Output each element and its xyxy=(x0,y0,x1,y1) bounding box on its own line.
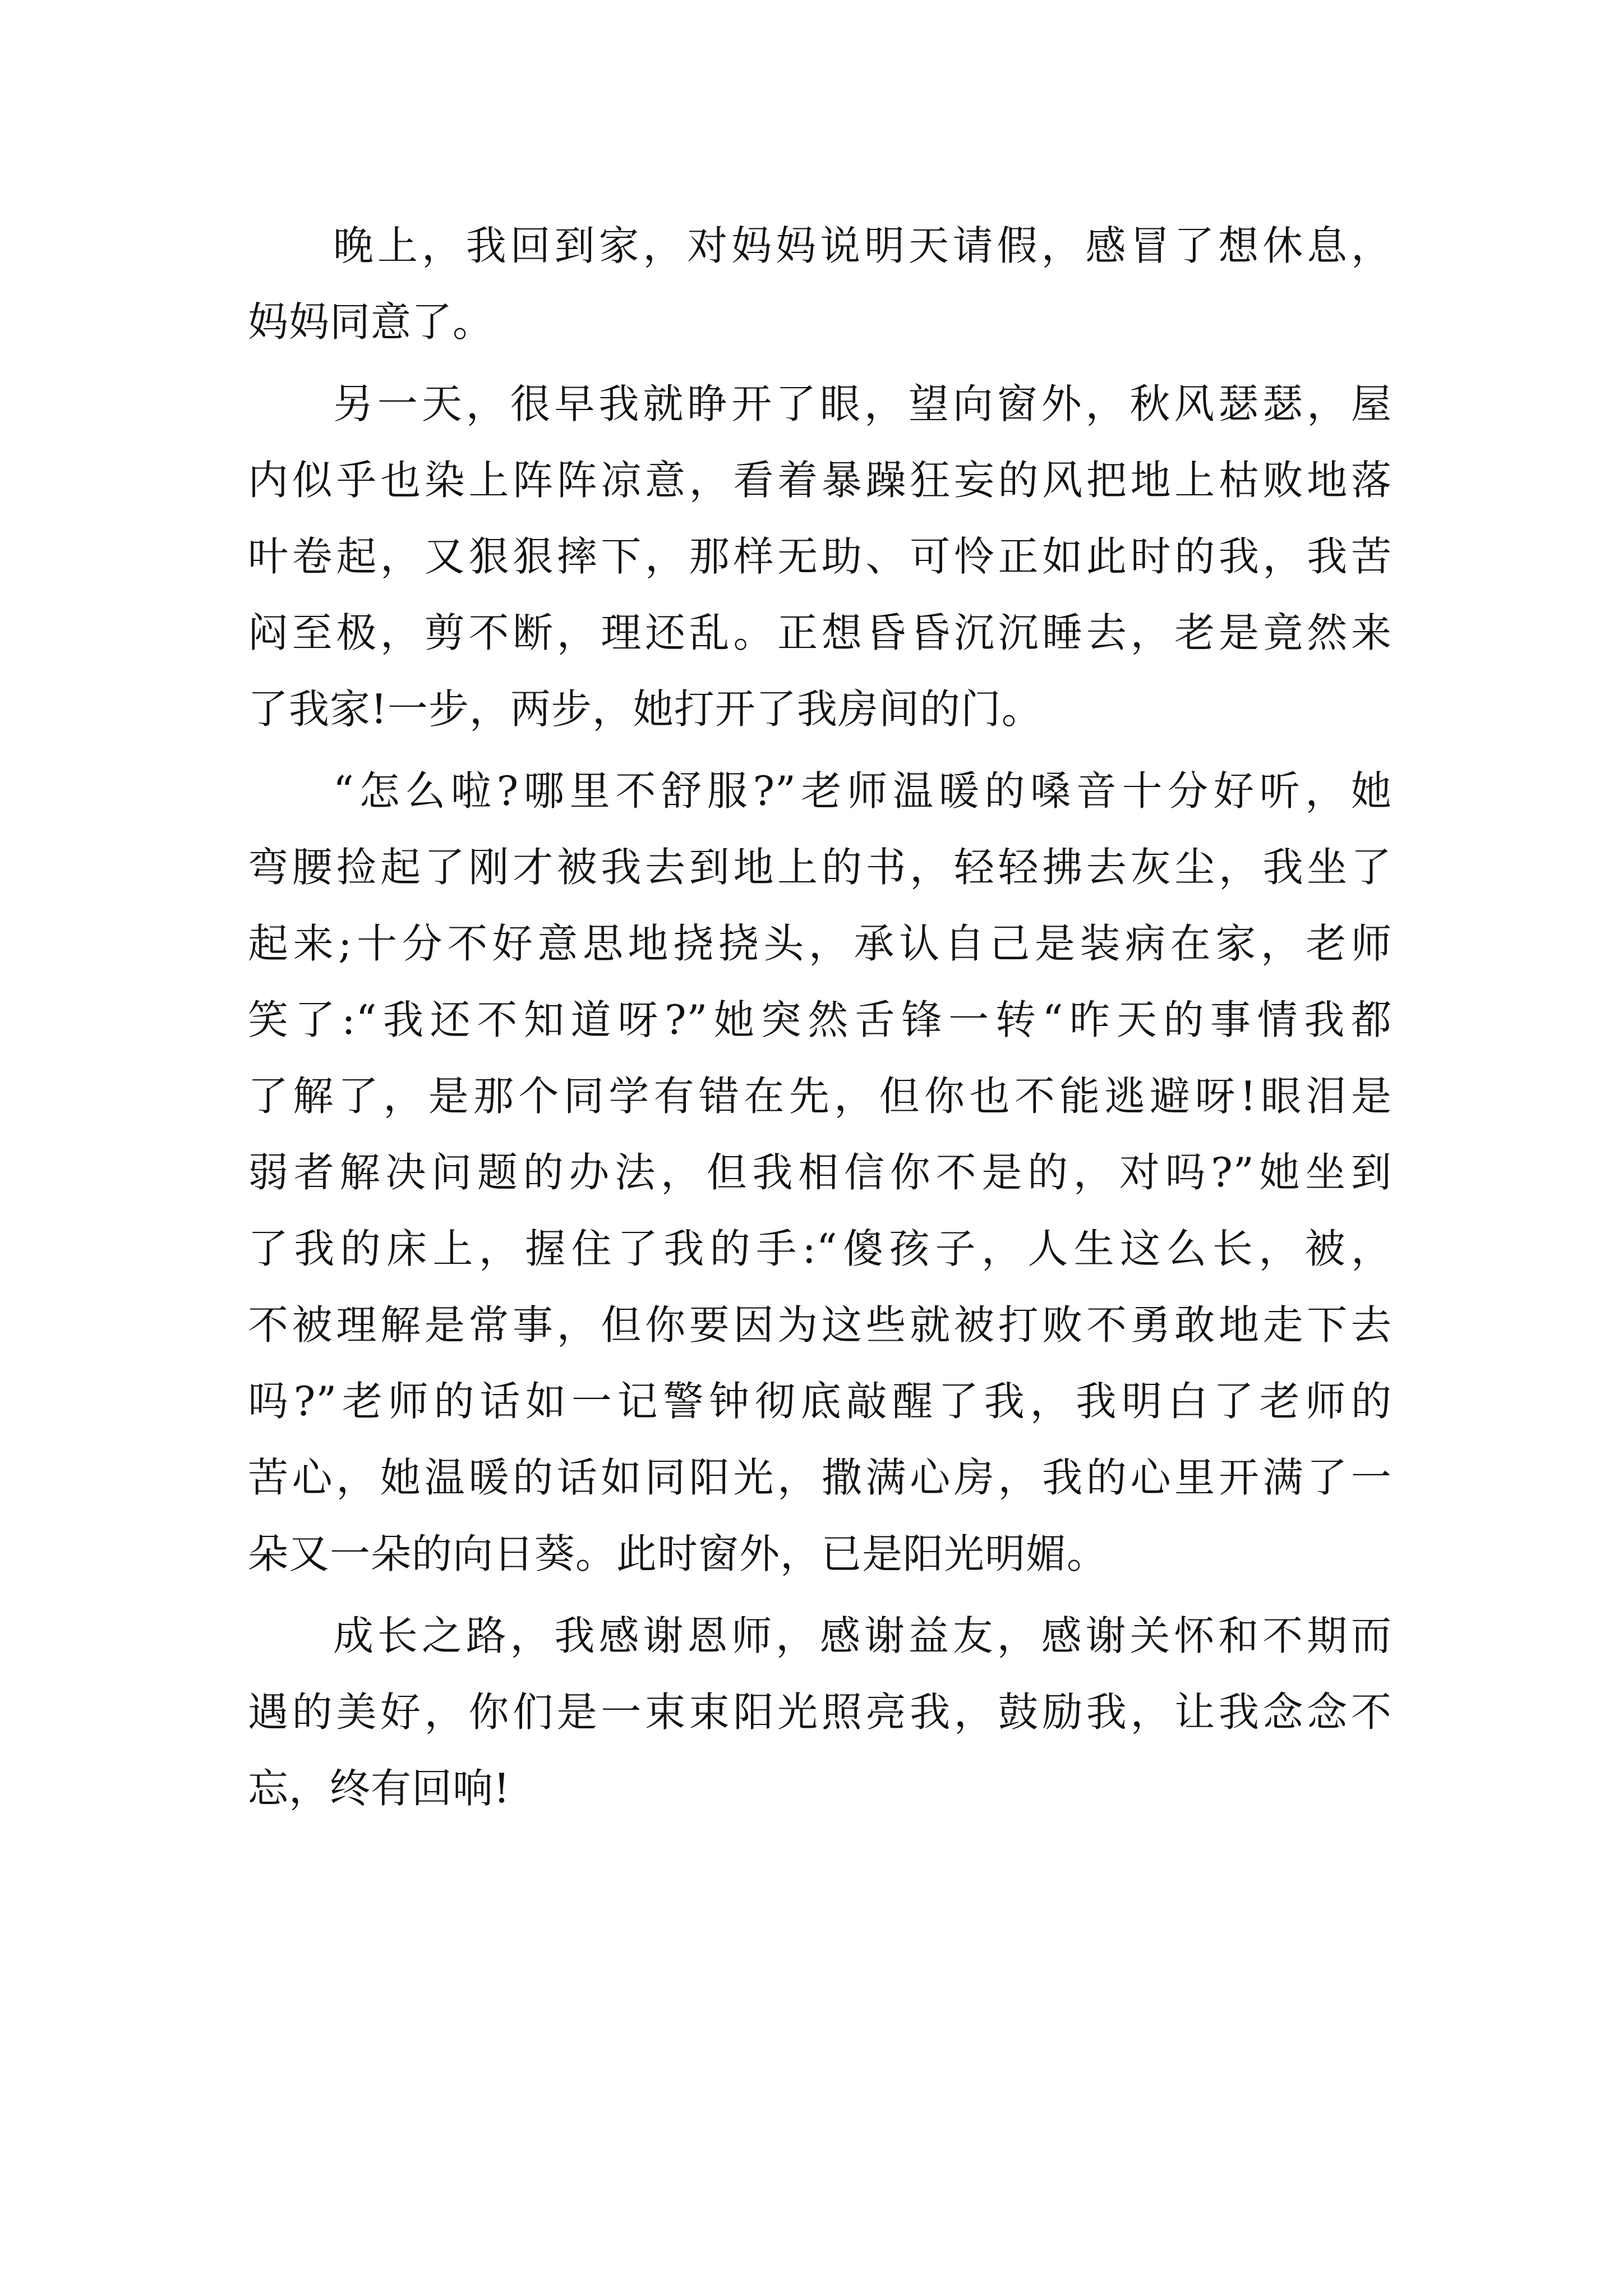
text-line: 晚上，我回到家，对妈妈说明天请假，感冒了想休息， xyxy=(333,222,1392,269)
text-line: 叶卷起，又狠狠摔下，那样无助、可怜正如此时的我，我苦 xyxy=(248,533,1392,580)
text-line: 朵又一朵的向日葵。此时窗外，已是阳光明媚。 xyxy=(248,1530,1108,1577)
text-line: 妈妈同意了。 xyxy=(248,298,494,346)
text-line: 弱者解决问题的办法，但我相信你不是的，对吗?”她坐到 xyxy=(248,1149,1392,1196)
text-line: 吗?”老师的话如一记警钟彻底敲醒了我，我明白了老师的 xyxy=(248,1378,1392,1425)
text-line: 另一天，很早我就睁开了眼，望向窗外，秋风瑟瑟，屋 xyxy=(333,380,1392,427)
paragraph-2 xyxy=(248,366,1392,747)
paragraph-1 xyxy=(248,208,1392,360)
text-line: 了我家!一步，两步，她打开了我房间的门。 xyxy=(248,685,1043,733)
text-line: 成长之路，我感谢恩师，感谢益友，感谢关怀和不期而 xyxy=(333,1612,1392,1659)
text-line: 忘，终有回响! xyxy=(248,1765,510,1812)
paragraph-4 xyxy=(248,1598,1392,1826)
text-line: 笑了:“我还不知道呀?”她突然舌锋一转“昨天的事情我都 xyxy=(248,996,1392,1043)
text-line: 了我的床上，握住了我的手:“傻孩子，人生这么长，被， xyxy=(248,1225,1392,1272)
text-line: 内似乎也染上阵阵凉意，看着暴躁狂妄的风把地上枯败地落 xyxy=(248,457,1392,504)
essay-body xyxy=(248,208,1392,1832)
text-line: “怎么啦?哪里不舒服?”老师温暖的嗓音十分好听，她 xyxy=(333,767,1392,815)
text-line: 起来;十分不好意思地挠挠头，承认自己是装病在家，老师 xyxy=(248,920,1392,967)
text-line: 苦心，她温暖的话如同阳光，撒满心房，我的心里开满了一 xyxy=(248,1454,1392,1501)
text-line: 遇的美好，你们是一束束阳光照亮我，鼓励我，让我念念不 xyxy=(248,1688,1392,1736)
text-line: 闷至极，剪不断，理还乱。正想昏昏沉沉睡去，老是竟然来 xyxy=(248,609,1392,656)
text-line: 不被理解是常事，但你要因为这些就被打败不勇敢地走下去 xyxy=(248,1301,1392,1349)
text-line: 弯腰捡起了刚才被我去到地上的书，轻轻拂去灰尘，我坐了 xyxy=(248,844,1392,891)
text-line: 了解了，是那个同学有错在先，但你也不能逃避呀!眼泪是 xyxy=(248,1073,1392,1120)
paragraph-3 xyxy=(248,753,1392,1592)
